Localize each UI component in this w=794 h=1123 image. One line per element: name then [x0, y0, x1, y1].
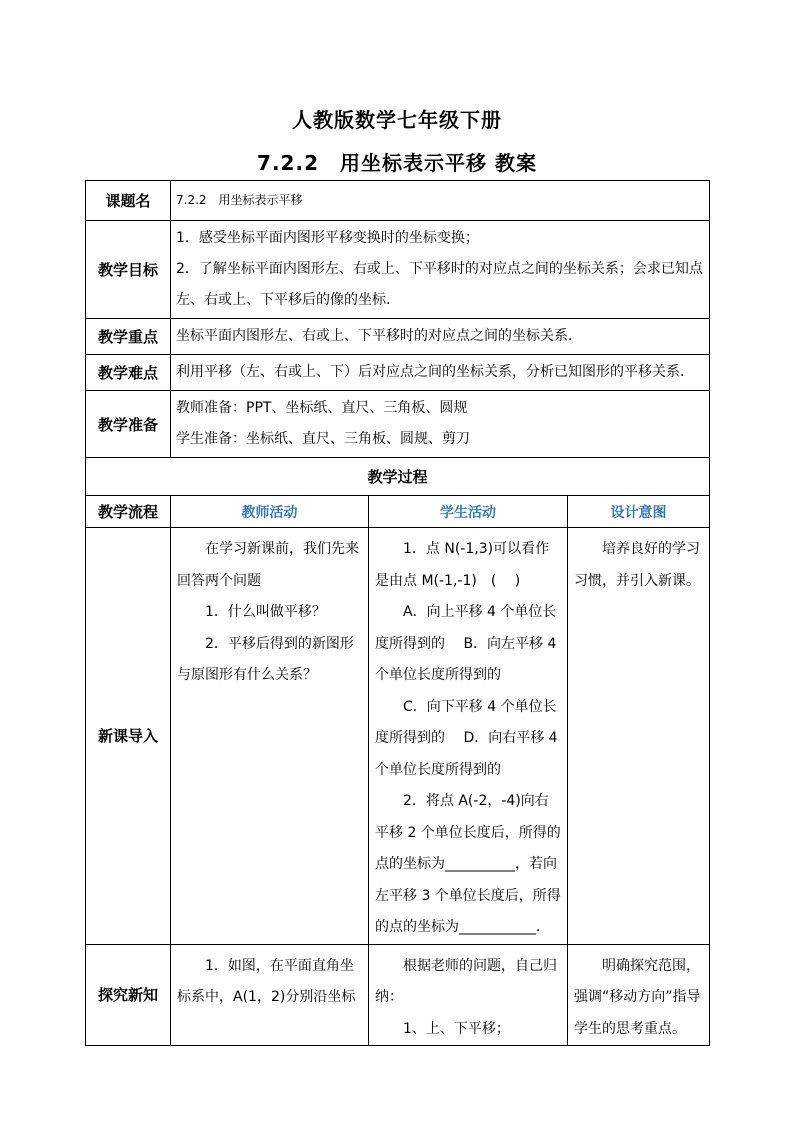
prep-student: 学生准备：坐标纸、直尺、三角板、圆规、剪刀: [176, 431, 470, 447]
row-preparation: [86, 391, 710, 458]
row-section: [86, 458, 710, 496]
student-activity: [369, 944, 568, 1046]
row-topic: [86, 181, 710, 221]
row-intro: [86, 528, 710, 945]
teacher-line: 2．平移后得到的新图形与原图形有什么关系？: [177, 635, 354, 683]
intent-line: 明确探究范围，强调“移动方向”指导学生的思考重点。: [574, 957, 701, 1037]
difficulty-label: 教学难点: [86, 355, 171, 391]
stage-explore: 探究新知: [86, 944, 171, 1046]
student-line: 根据老师的问题，自己归纳：: [375, 957, 557, 1005]
header-student: 学生活动: [369, 496, 568, 528]
student-line: A．向上平移 4 个单位长度所得到的 B．向左平移 4 个单位长度所得到的: [375, 604, 557, 683]
difficulty-value: 利用平移（左、右或上、下）后对应点之间的坐标关系，分析已知图形的平移关系．: [171, 355, 710, 391]
row-headers: [86, 496, 710, 528]
goal-value: [171, 221, 710, 319]
header-stage: 教学流程: [86, 496, 171, 528]
teacher-line: 1．什么叫做平移？: [205, 604, 326, 620]
goal-item: 1．感受坐标平面内图形平移变换时的坐标变换；: [176, 230, 479, 246]
student-line: 1．点 N(-1,3)可以看作是由点 M(-1,-1) ( ): [375, 541, 550, 589]
student-line: C．向下平移 4 个单位长度所得到的 D．向右平移 4 个单位长度所得到的: [375, 698, 558, 778]
key-value: 坐标平面内图形左、右或上、下平移时的对应点之间的坐标关系．: [171, 319, 710, 355]
lesson-title: 7.2.2 用坐标表示平移 教案: [257, 151, 537, 175]
header-intent: 设计意图: [568, 496, 710, 528]
student-line: 1、上、下平移；: [403, 1020, 510, 1037]
student-line: 2．将点 A(-2，-4)向右平移 2 个单位长度后，所得的点的坐标为__________，若向左平移 3 个单位长度后，所得的点的坐标为___________．: [375, 793, 561, 935]
stage-intro: 新课导入: [86, 528, 171, 945]
goal-item: 2．了解坐标平面内图形左、右或上、下平移时的对应点之间的坐标关系；会求已知点左、右或上、下平移后的像的坐标．: [176, 261, 703, 308]
intent-line: 培养良好的学习习惯，并引入新课。: [574, 541, 700, 589]
row-explore: [86, 944, 710, 1046]
design-intent: [568, 528, 710, 945]
header-teacher: 教师活动: [171, 496, 369, 528]
design-intent: [568, 944, 710, 1046]
topic-value: 7.2.2 用坐标表示平移: [171, 181, 710, 221]
teacher-line: 在学习新课前，我们先来回答两个问题: [177, 541, 359, 589]
prep-teacher: 教师准备：PPT、坐标纸、直尺、三角板、圆规: [176, 400, 468, 416]
prep-label: 教学准备: [86, 391, 171, 458]
key-label: 教学重点: [86, 319, 171, 355]
topic-label: 课题名: [86, 181, 171, 221]
prep-value: [171, 391, 710, 458]
teacher-activity: [171, 944, 369, 1046]
row-goals: [86, 221, 710, 319]
teacher-activity: [171, 528, 369, 945]
document-title: 人教版数学七年级下册: [292, 108, 502, 132]
row-difficulty: [86, 355, 710, 391]
lesson-plan-table: [85, 180, 710, 1046]
student-activity: [369, 528, 568, 945]
teacher-line: 1．如图，在平面直角坐标系中，A(1，2)分别沿坐标: [177, 957, 356, 1005]
section-title: 教学过程: [86, 458, 710, 496]
row-key-point: [86, 319, 710, 355]
goal-label: 教学目标: [86, 221, 171, 319]
